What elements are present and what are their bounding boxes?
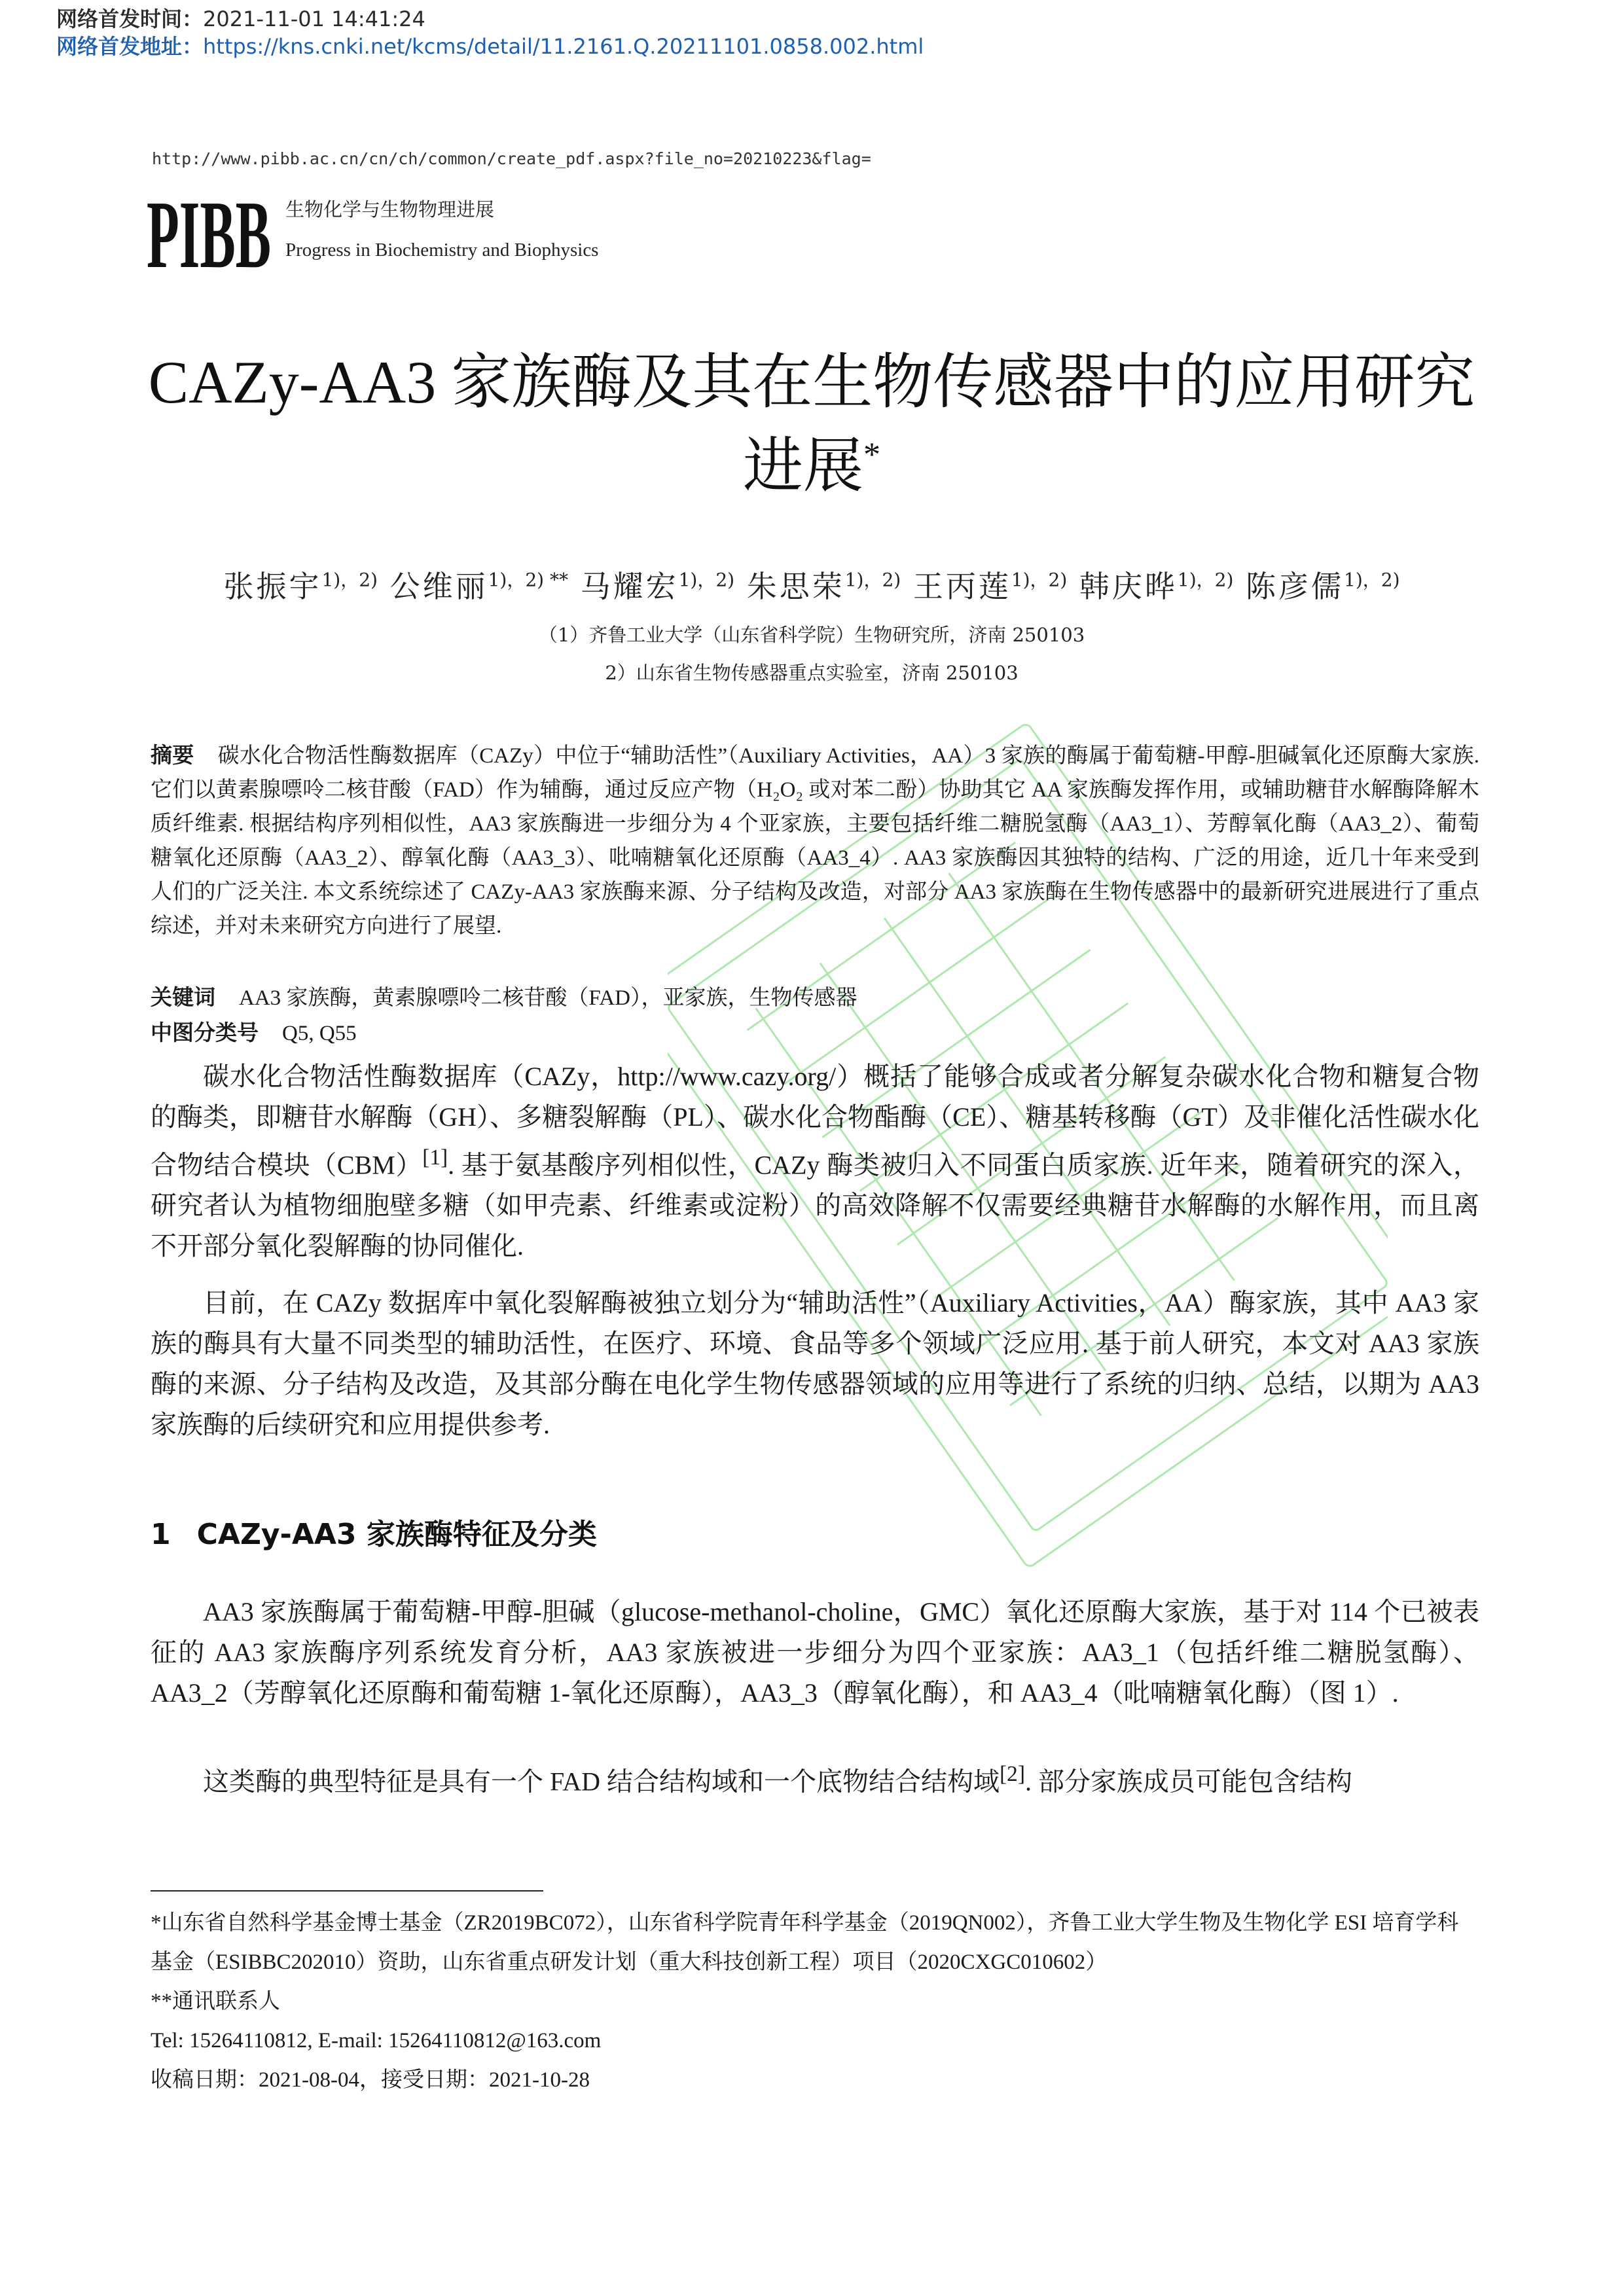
online-publish-time — [56, 5, 425, 33]
author: 王丙莲 — [912, 569, 1011, 604]
author-affiliation-mark: 1)，2) ** — [488, 569, 568, 591]
body-paragraph-4: 这类酶的典型特征是具有一个 FAD 结合结构域和一个底物结合结构域[2]. 部分家族成员可能包含结构 — [203, 1762, 1352, 1797]
section-heading-1 — [151, 1511, 597, 1552]
classification-number — [151, 1016, 1479, 1050]
title-footnote-mark: * — [863, 436, 880, 474]
keywords — [151, 980, 1479, 1015]
author: 韩庆晔 — [1079, 569, 1178, 604]
author: 张振宇 — [223, 569, 322, 604]
article-title — [105, 340, 1519, 508]
author-affiliation-mark: 1)，2) — [1344, 569, 1400, 591]
author: 公维丽 — [389, 569, 488, 604]
section-title: CAZy-AA3 家族酶特征及分类 — [196, 1518, 597, 1551]
author: 朱思荣 — [746, 569, 845, 604]
abstract — [151, 738, 1479, 943]
author-affiliation-mark: 1)，2) — [321, 569, 378, 591]
citation-ref[interactable]: [2] — [1000, 1762, 1025, 1786]
classification-label: 中图分类号 — [151, 1020, 259, 1045]
author: 马耀宏 — [580, 569, 679, 604]
abstract-text: 碳水化合物活性酶数据库（CAZy）中位于“辅助活性”（Auxiliary Activities，AA）3 家族的酶属于葡萄糖-甲醇-胆碱氧化还原酶大家族. 它们以黄素腺嘌呤二核苷酸（FAD）作为辅酶，通过反应产物（H₂O₂ 或对苯二酚）协助其它 AA 家族酶发挥作用，或辅助糖苷水解酶降解木质纤维素. 根据结构序列相似性，AA3 家族酶进一步细分为 4 个亚家族，主要包括纤维二糖脱氢酶（AA3_1）、芳醇氧化酶（AA3_2）、葡萄糖氧化还原酶（AA3_2）、醇氧化酶（AA3_3）、吡喃糖氧化还原酶（AA3_4）. AA3 家族酶因其独特的结构、广泛的用途，近几十年来受到人们的广泛关注. 本文系统综述了 CAZy-AA3 家族酶来源、分子结构及改造，对部分 AA3 家族酶在生物传感器中的最新研究进展进行了重点综述，并对未来研究方向进行了展望. — [151, 744, 1480, 938]
online-publish-address-label: 网络首发地址： — [56, 34, 204, 59]
body-paragraph-2: 目前，在 CAZy 数据库中氧化裂解酶被独立划分为“辅助活性”（Auxiliary Activities，AA）酶家族，其中 AA3 家族的酶具有大量不同类型的辅助活性，在医疗、环境、食品等多个领域广泛应用. 基于前人研究，本文对 AA3 家族酶的来源、分子结构及改造，及其部分酶在电化学生物传感器领域的应用等进行了系统的归纳、总结，以期为 AA3 家族酶的后续研究和应用提供参考. — [151, 1288, 1479, 1439]
article-title-line1: CAZy-AA3 家族酶及其在生物传感器中的应用研究 — [148, 349, 1475, 416]
journal-logo — [147, 190, 275, 275]
journal-name-en: Progress in Biochemistry and Biophysics — [285, 240, 599, 260]
online-publish-address-link[interactable]: https://kns.cnki.net/kcms/detail/11.2161.Q.20211101.0858.002.html — [203, 34, 924, 59]
abstract-label: 摘要 — [151, 742, 194, 768]
footnote-divider — [151, 1890, 543, 1892]
author: 陈彦儒 — [1246, 569, 1344, 604]
footnote-corresponding: **通讯联系人 — [151, 1990, 280, 2013]
citation-ref[interactable]: [1] — [422, 1145, 448, 1170]
author-list — [105, 563, 1519, 606]
affiliation-1: （1）齐鲁工业大学（山东省科学院）生物研究所，济南 250103 — [538, 624, 1085, 646]
keywords-label: 关键词 — [151, 984, 215, 1010]
online-publish-address — [56, 33, 924, 60]
footnote-funding: *山东省自然科学基金博士基金（ZR2019BC072），山东省科学院青年科学基金（2019QN002），齐鲁工业大学生物及生物化学 ESI 培育学科基金（ESIBBC202010）资助，山东省重点研发计划（重大科技创新工程）项目（2020CXGC010602） — [151, 1911, 1459, 1974]
online-publish-time-value: 2021-11-01 14:41:24 — [203, 7, 425, 31]
journal-url[interactable]: http://www.pibb.ac.cn/cn/ch/common/create_pdf.aspx?file_no=20210223&flag= — [152, 149, 871, 168]
footnote-dates: 收稿日期：2021-08-04，接受日期：2021-10-28 — [151, 2068, 590, 2092]
footnote-contact: Tel: 15264110812, E-mail: 15264110812@163.com — [151, 2029, 602, 2053]
body-paragraph-3: AA3 家族酶属于葡萄糖-甲醇-胆碱（glucose-methanol-choline，GMC）氧化还原酶大家族，基于对 114 个已被表征的 AA3 家族酶序列系统发育分析，AA3 家族被进一步细分为四个亚家族：AA3_1（包括纤维二糖脱氢酶）、AA3_2（芳醇氧化还原酶和葡萄糖 1-氧化还原酶），AA3_3（醇氧化酶），和 AA3_4（吡喃糖氧化酶）（图 1）. — [151, 1597, 1479, 1708]
journal-name-cn: 生物化学与生物物理进展 — [285, 198, 495, 221]
classification-text: Q5, Q55 — [282, 1022, 357, 1045]
body-paragraph-1: 碳水化合物活性酶数据库（CAZy，http://www.cazy.org/）概括了能够合成或者分解复杂碳水化合物和糖复合物的酶类，即糖苷水解酶（GH）、多糖裂解酶（PL）、碳水化合物酯酶（CE）、糖基转移酶（GT）及非催化活性碳水化合物结合模块（CBM）[1]. 基于氨基酸序列相似性，CAZy 酶类被归入不同蛋白质家族. 近年来，随着研究的深入，研究者认为植物细胞壁多糖（如甲壳素、纤维素或淀粉）的高效降解不仅需要经典糖苷水解酶的水解作用，而且离不开部分氧化裂解酶的协同催化. — [151, 1062, 1479, 1261]
section-number: 1 — [151, 1518, 171, 1551]
author-affiliation-mark: 1)，2) — [1011, 569, 1068, 591]
online-publish-time-label: 网络首发时间： — [56, 7, 204, 31]
journal-logo-text: PIBB — [147, 190, 271, 275]
author-affiliation-mark: 1)，2) — [678, 569, 735, 591]
article-title-line2: 进展* — [742, 433, 880, 499]
affiliation-2: 2）山东省生物传感器重点实验室，济南 250103 — [605, 662, 1019, 684]
keywords-text: AA3 家族酶，黄素腺嘌呤二核苷酸（FAD），亚家族，生物传感器 — [239, 986, 857, 1010]
author-affiliation-mark: 1)，2) — [1177, 569, 1234, 591]
author-affiliation-mark: 1)，2) — [844, 569, 901, 591]
footnotes — [151, 1903, 1479, 2100]
